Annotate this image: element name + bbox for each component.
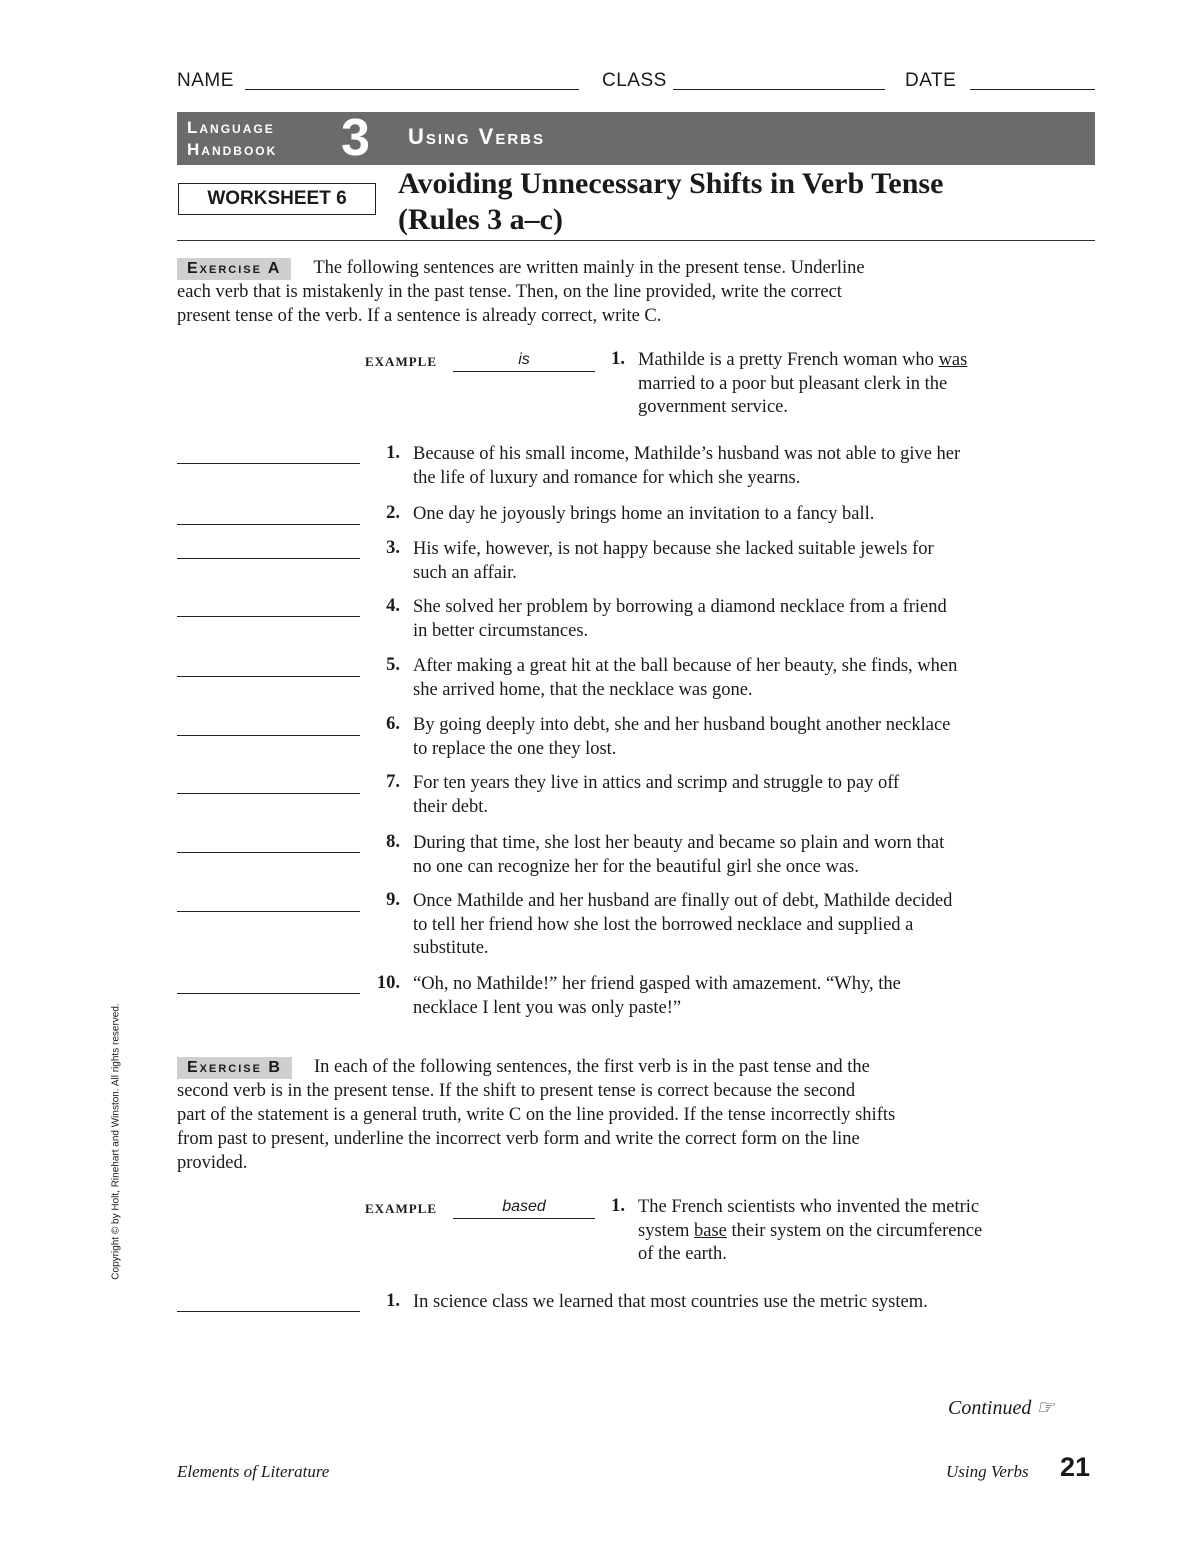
item-a3: His wife, however, is not happy because she lacked suitable jewels for such an affair. xyxy=(413,539,934,583)
item-number: 1. xyxy=(386,1291,400,1311)
item-number: 4. xyxy=(386,596,400,616)
worksheet-label: WORKSHEET 6 xyxy=(178,183,376,215)
exercise-a-line3: present tense of the verb. If a sentence is already correct, write C. xyxy=(177,306,662,326)
item-a6: By going deeply into debt, she and her husband bought another necklace to replace the one they lost. xyxy=(413,715,951,759)
name-field[interactable] xyxy=(245,89,579,90)
item-b1: In science class we learned that most countries use the metric system. xyxy=(413,1292,928,1312)
worksheet-title-line1: Avoiding Unnecessary Shifts in Verb Tense xyxy=(398,167,944,200)
continued-note: Continued ☞ xyxy=(948,1397,1055,1419)
example-sentence: The French scientists who invented the metric system base their system on the circumference of the earth. xyxy=(638,1197,983,1264)
item-number: 3. xyxy=(386,538,400,558)
date-label: DATE xyxy=(905,70,957,91)
example-sentence: Mathilde is a pretty French woman who was married to a poor but pleasant clerk in the government service. xyxy=(638,350,968,417)
worksheet-title xyxy=(398,166,943,238)
item-a5: After making a great hit at the ball because of her beauty, she finds, when she arrived home, that the necklace was gone. xyxy=(413,656,958,700)
item-a8: During that time, she lost her beauty and became so plain and worn that no one can recognize her for the beautiful girl she once was. xyxy=(413,833,945,877)
answer-line-a3[interactable] xyxy=(177,558,360,559)
band-line2: Handbook xyxy=(187,140,278,159)
item-a7: For ten years they live in attics and scrimp and struggle to pay off their debt. xyxy=(413,773,900,817)
example-number: 1. xyxy=(611,1196,625,1216)
exercise-a-line1: The following sentences are written mainly in the present tense. Underline xyxy=(313,258,865,278)
item-number: 9. xyxy=(386,890,400,910)
answer-line-a1[interactable] xyxy=(177,463,360,464)
name-label: NAME xyxy=(177,70,234,91)
title-rule xyxy=(177,240,1095,241)
chapter-title: Using Verbs xyxy=(408,124,546,149)
exercise-b-line4: from past to present, underline the incorrect verb form and write the correct form on the line xyxy=(177,1129,860,1149)
copyright-notice: Copyright © by Holt, Rinehart and Winston. All rights reserved. xyxy=(110,1003,122,1280)
answer-line-a7[interactable] xyxy=(177,793,360,794)
example-label: EXAMPLE xyxy=(365,1201,437,1216)
exercise-b-line3: part of the statement is a general truth, write C on the line provided. If the tense incorrectly shifts xyxy=(177,1105,896,1125)
item-a4: She solved her problem by borrowing a diamond necklace from a friend in better circumstances. xyxy=(413,597,947,641)
item-a1: Because of his small income, Mathilde’s husband was not able to give her the life of luxury and romance for which she yearns. xyxy=(413,444,961,488)
answer-line-a2[interactable] xyxy=(177,524,360,525)
exercise-b-line1: In each of the following sentences, the first verb is in the past tense and the xyxy=(313,1057,870,1077)
item-number: 10. xyxy=(376,973,400,993)
example-answer: is xyxy=(453,349,595,372)
chapter-number: 3 xyxy=(341,109,370,167)
exercise-b-tag: Exercise B xyxy=(177,1057,292,1079)
item-a2: One day he joyously brings home an invitation to a fancy ball. xyxy=(413,504,875,524)
item-number: 1. xyxy=(386,443,400,463)
chapter-band xyxy=(177,109,1095,167)
exercise-a-tag: Exercise A xyxy=(177,258,291,280)
answer-line-a8[interactable] xyxy=(177,852,360,853)
exercise-b-line5: provided. xyxy=(177,1153,248,1173)
band-line1: Language xyxy=(187,118,275,137)
footer-section: Using Verbs xyxy=(946,1462,1029,1481)
example-answer: based xyxy=(453,1196,595,1219)
page-number: 21 xyxy=(1060,1452,1091,1482)
item-number: 7. xyxy=(386,772,400,792)
answer-line-b1[interactable] xyxy=(177,1311,360,1312)
item-number: 5. xyxy=(386,655,400,675)
item-number: 8. xyxy=(386,832,400,852)
example-label: EXAMPLE xyxy=(365,354,437,369)
item-number: 6. xyxy=(386,714,400,734)
footer-book-title: Elements of Literature xyxy=(177,1462,330,1481)
answer-line-a6[interactable] xyxy=(177,735,360,736)
exercise-b-line2: second verb is in the present tense. If the shift to present tense is correct because the second xyxy=(177,1081,856,1101)
item-a9: Once Mathilde and her husband are finally out of debt, Mathilde decided to tell her friend how she lost the borrowed necklace and supplied a substitute. xyxy=(413,891,953,958)
exercise-a-line2: each verb that is mistakenly in the past tense. Then, on the line provided, write the correct xyxy=(177,282,842,302)
exercise-a-instructions xyxy=(177,256,1107,328)
worksheet-title-line2: (Rules 3 a–c) xyxy=(398,203,563,236)
date-field[interactable] xyxy=(970,89,1095,90)
item-a10: “Oh, no Mathilde!” her friend gasped with amazement. “Why, the necklace I lent you was only paste!” xyxy=(413,974,901,1018)
answer-line-a10[interactable] xyxy=(177,993,360,994)
example-number: 1. xyxy=(611,349,625,369)
answer-line-a4[interactable] xyxy=(177,616,360,617)
answer-line-a9[interactable] xyxy=(177,911,360,912)
item-number: 2. xyxy=(386,503,400,523)
exercise-b-instructions xyxy=(177,1055,1107,1175)
class-field[interactable] xyxy=(673,89,885,90)
answer-line-a5[interactable] xyxy=(177,676,360,677)
class-label: CLASS xyxy=(602,70,667,91)
